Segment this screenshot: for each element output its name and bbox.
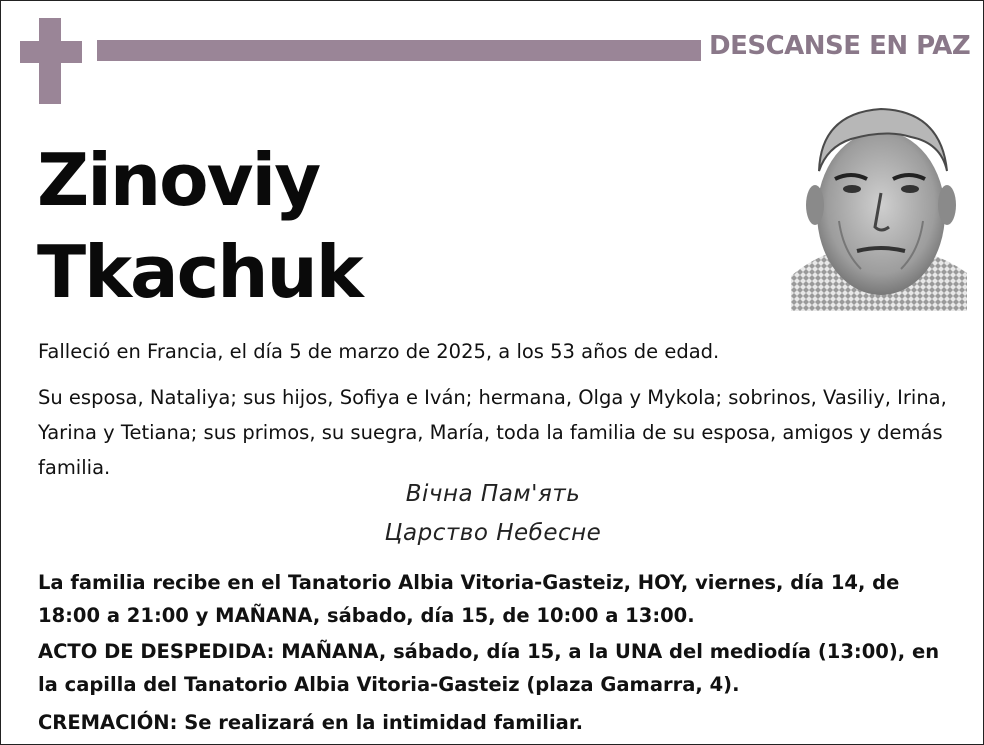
header-label: DESCANSE EN PAZ [709,31,971,61]
first-name: Zinoviy [37,138,320,222]
visitation-info: La familia recibe en el Tanatorio Albia Vitoria-Gasteiz, HOY, viernes, día 14, de 18:00 a 21:00 y MAÑANA, sábado, día 15, de 10:00 a 13:00. [38,571,900,627]
last-name: Tkachuk [37,230,362,314]
family-list: Su esposa, Nataliya; sus hijos, Sofiya e Iván; hermana, Olga y Mykola; sobrinos, Vasiliy, Irina, Yarina y Tetiana; sus primos, su suegra, María, toda la familia de su esposa, amigos y demás familia. [38,386,947,479]
memorial-line-1: Вічна Пам'ять [405,481,581,507]
header-bar [97,40,701,61]
cross-horizontal [20,41,82,63]
memorial-line-2: Царство Небесне [384,520,602,546]
cremation-info: CREMACIÓN: Se realizará en la intimidad familiar. [38,711,584,734]
farewell-info: ACTO DE DESPEDIDA: MAÑANA, sábado, día 15, a la UNA del mediodía (13:00), en la capilla del Tanatorio Albia Vitoria-Gasteiz (plaza Gamarra, 4). [38,640,940,696]
deceased-name [37,134,362,318]
death-notice: Falleció en Francia, el día 5 de marzo de 2025, a los 53 años de edad. [38,340,720,363]
portrait-photo [791,101,967,311]
portrait-photo-graphic [791,101,967,311]
